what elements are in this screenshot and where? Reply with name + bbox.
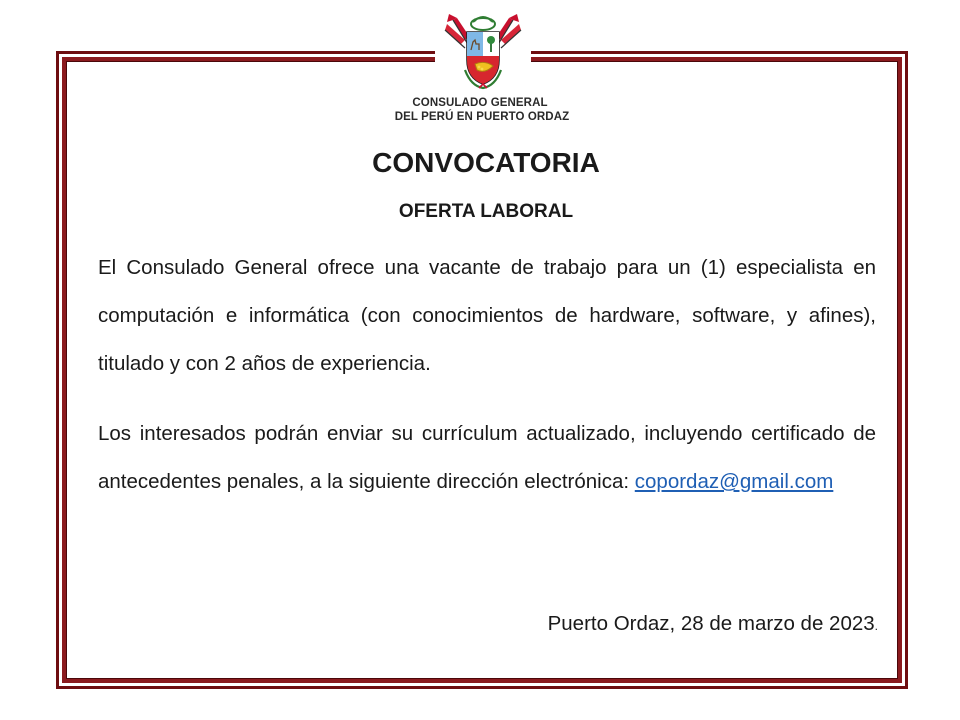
application-instructions-text: Los interesados podrán enviar su currículum actualizado, incluyendo certificado de antecedentes penales, a la siguiente dirección electrónica: — [98, 422, 876, 493]
consulate-name-line2: DEL PERÚ EN PUERTO ORDAZ — [394, 111, 570, 123]
page-title: CONVOCATORIA — [372, 147, 600, 178]
consulate-name-line1: CONSULADO GENERAL — [412, 97, 548, 109]
page-subtitle: OFERTA LABORAL — [398, 201, 574, 222]
issue-date-text: Puerto Ordaz, 28 de marzo de 2023 — [547, 612, 875, 635]
peru-coat-of-arms-icon — [435, 10, 531, 92]
issue-date-period: . — [874, 619, 878, 633]
job-description-paragraph: El Consulado General ofrece una vacante de trabajo para un (1) especialista en computación e informática (con conocimientos de hardware, software, y afines), titulado y con 2 años de experiencia. — [98, 256, 876, 375]
issue-date — [548, 610, 878, 640]
contact-email-link[interactable]: copordaz@gmail.com — [634, 470, 834, 493]
application-instructions-paragraph — [98, 410, 876, 506]
